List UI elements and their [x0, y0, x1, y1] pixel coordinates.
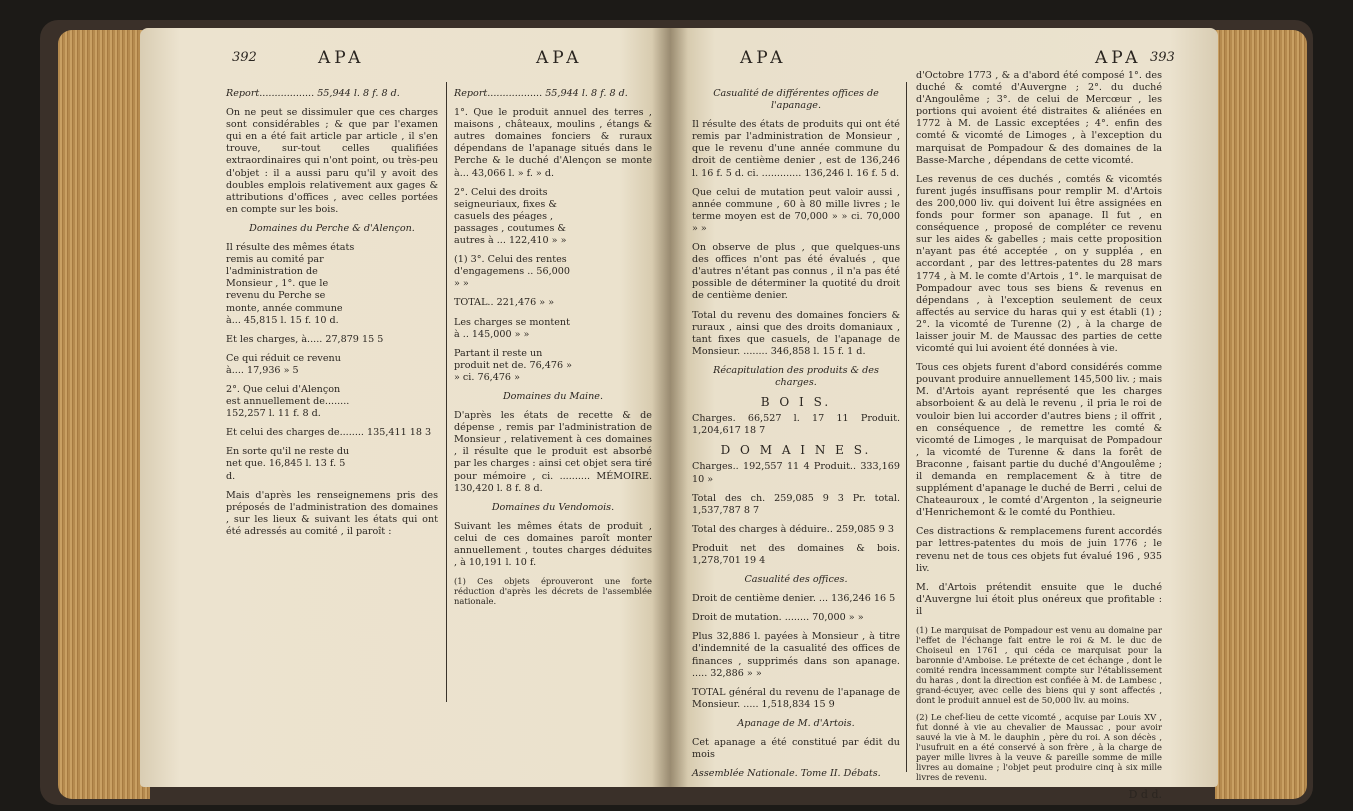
left-header-left: APA [318, 48, 365, 68]
right-page-col1-paragraph: Droit de mutation. ........ 70,000 » » [692, 612, 864, 624]
right-page-col2-paragraph: Tous ces objets furent d'abord considérés comme pouvant produire annuellement 145,500 liv. ; mais M. d'Artois ayant représenté que les charges absorboient & au delà le revenu , il pria le roi de vouloir bien lui accorder d'autres biens ; il offrit , en conséquence , de remettre les comté & vicomté de Limoges , le marquisat de Pompadour , la vicomté de Turenne & dans la forêt de Braconne , faisant partie du duché d'Angoulême ; il demanda en remplacement & à titre de supplément d'apanage le duché de Berri , celui de Chateauroux , le comté d'Argenton , la seigneurie d'Henrichemont & le comté du Ponthieu. [916, 362, 1162, 519]
left-page-col2-paragraph: Report.................. 55,944 l. 8 f. 8 d. [454, 88, 628, 99]
left-column-divider [446, 82, 447, 702]
left-header-right: APA [536, 48, 583, 68]
right-page-column-1 [692, 88, 900, 788]
page-edges-right [1215, 30, 1307, 799]
right-column-divider [906, 82, 907, 772]
right-page-col2-paragraph: (1) Le marquisat de Pompadour est venu au domaine par l'effet de l'échange fait entre le roi & M. le duc de Choiseul en 1761 , qui céda ce marquisat pour la baronnie d'Amboise. Le prétexte de cet échange , dont le comité rendra incessamment compte sur l'établissement du haras , dont la direction est confiée à M. de Lambesc , grand-écuyer, avec celle des biens qui y sont affectés , dont le produit annuel est de 50,000 liv. au moins. [916, 625, 1162, 706]
left-page-col1-paragraph: Domaines du Perche & d'Alençon. [249, 222, 415, 234]
left-page-col1-paragraph: En sorte qu'il ne reste du net que. 16,845 l. 13 f. 5 d. [226, 446, 350, 482]
right-page-col2-paragraph: d'Octobre 1773 , & a d'abord été composé 1°. des duché & comté d'Auvergne ; 2°. du duché d'Angoulême ; 3°. de celui de Mercœur , les portions qui avoient été distraites & aliénées en 1772 à M. de Lassic exceptées ; 4°. enfin des comté & vicomté de Limoges , à l'exception du marquisat de Pompadour & des domaines de la Basse-Marche , dépendans de cette vicomté. [916, 70, 1162, 166]
left-page-col1-paragraph: Et les charges, à..... 27,879 15 5 [226, 333, 384, 345]
right-page-col2-paragraph: M. d'Artois prétendit ensuite que le duché d'Auvergne lui étoit plus onéreux que profitable : il [916, 581, 1162, 617]
right-header-right: APA [1095, 48, 1142, 68]
right-page-col2-paragraph: Les revenus de ces duchés , comtés & vicomtés furent jugés insuffisans pour remplir M. d'Artois des 200,000 liv. qui doivent lui être assignées en fonds pour former son apanage. Il fut , en conséquence , proposé de compléter ce revenu sur les aides & gabelles ; mais cette proposition n'ayant pas été acceptée , on y suppléa , en accordant , par des lettres-patentes du 28 mars 1774 , à M. le comte d'Artois , 1°. le marquisat de Pompadour avec tous ses biens & revenus en dépendans , à l'exception seulement de ceux affectés au service du haras qui y est établi (1) ; 2°. la vicomté de Turenne (2) , à la charge de laisser jouir M. de Maussac des parties de cette vicomté qui lui avoient été données à vie. [916, 173, 1162, 355]
right-page-col1-paragraph: Plus 32,886 l. payées à Monsieur , à titre d'indemnité de la casualité des offices de finances , supprimés dans son apanage. ..... 32,886 » » [692, 631, 900, 679]
right-page-column-2 [916, 70, 1162, 802]
left-page-col1-paragraph: 2°. Que celui d'Alençon est annuellement de........ 152,257 l. 11 f. 8 d. [226, 383, 350, 420]
right-page-col2-paragraph: D d d. [1128, 788, 1162, 802]
left-page-col1-paragraph: Mais d'après les renseignemens pris des préposés de l'administration des domaines , sur les lieux & suivant les états qui ont été adressés au comité , il paroît : [226, 489, 438, 537]
right-page-col1-paragraph: Total des charges à déduire.. 259,085 9 3 [692, 523, 894, 535]
left-page-col2-paragraph: Les charges se montent à .. 145,000 » » [454, 316, 570, 340]
left-page-col1-paragraph: Report.................. 55,944 l. 8 f. 8 d. [226, 88, 400, 99]
page-edges-left [58, 30, 150, 799]
right-page-col1-paragraph: Total du revenu des domaines fonciers & ruraux , ainsi que des droits domaniaux , tant fixes que casuels, de l'apanage de Monsieur. ........ 346,858 l. 15 f. 1 d. [692, 309, 900, 357]
right-page-col1-paragraph: Il résulte des états de produits qui ont été remis par l'administration de Monsieur , que le revenu d'une année commune du droit de centième denier , est de 136,246 l. 16 f. 5 d. ci. ............. 136,246 l. 16 f. 5 d. [692, 119, 900, 179]
left-page-col2-paragraph: Suivant les mêmes états de produit , celui de ces domaines paroît monter annuellement , toutes charges déduites , à 10,191 l. 10 f. [454, 520, 652, 569]
right-page-col2-paragraph: Ces distractions & remplacemens furent accordés par lettres-patentes du mois de juin 1776 ; le revenu net de tous ces objets fut évalué 196 , 935 liv. [916, 526, 1162, 574]
right-page-number: 393 [1150, 50, 1175, 65]
left-page-col2-paragraph: TOTAL.. 221,476 » » [454, 297, 555, 309]
left-page-col2-paragraph: 2°. Celui des droits seigneuriaux, fixes & casuels des péages , passages , coutumes & autres à ... 122,410 » » [454, 186, 567, 247]
right-page-col1-paragraph: B O I S. [760, 395, 832, 410]
left-page-column-2 [454, 88, 652, 778]
left-page-col2-paragraph: Partant il reste un produit net de. 76,476 » » ci. 76,476 » [454, 347, 572, 383]
left-page-col2-paragraph: Domaines du Maine. [502, 390, 604, 402]
right-page-col1-paragraph: Récapitulation des produits & des charges. [713, 364, 879, 388]
right-page-col1-paragraph: Produit net des domaines & bois. 1,278,701 19 4 [692, 542, 900, 566]
left-page-col1-paragraph: Et celui des charges de........ 135,411 18 3 [226, 427, 432, 439]
right-page-col2-paragraph: (2) Le chef-lieu de cette vicomté , acquise par Louis XV , fut donné à vie au chevalier de Maussac , pour avoir sauvé la vie à M. le dauphin , père du roi. A son décès , l'usufruit en a été conservé à son frère , à la charge de payer mille livres à la veuve & pareille somme de mille livres au domaine ; l'objet peut produire cinq à six mille livres de revenu. [916, 712, 1162, 783]
right-page-col1-paragraph: Assemblée Nationale. Tome II. Débats. [692, 768, 881, 780]
right-page-col1-paragraph: D O M A I N E S. [720, 443, 872, 458]
right-page-col1-paragraph: Apanage de M. d'Artois. [737, 717, 855, 729]
right-page-col1-paragraph: Total des ch. 259,085 9 3 Pr. total. 1,537,787 8 7 [692, 492, 900, 516]
left-page-col2-paragraph: (1) 3°. Celui des rentes d'engagemens .. 56,000 » » [454, 254, 570, 290]
left-page-col1-paragraph: Ce qui réduit ce revenu à.... 17,936 » 5 [226, 352, 341, 376]
left-page-col1-paragraph: Il résulte des mêmes états remis au comité par l'administration de Monsieur , 1°. que le revenu du Perche se monte, année commune à... 45,815 l. 15 f. 10 d. [226, 242, 355, 326]
left-page-column-1 [226, 88, 438, 778]
left-page-number: 392 [232, 50, 257, 65]
right-page-col1-paragraph: Casualité des offices. [744, 574, 848, 586]
left-page-col2-paragraph: D'après les états de recette & de dépense , remis par l'administration de Monsieur , relativement à ces domaines , il résulte que le produit est absorbé par les charges : ainsi cet objet sera tiré pour mémoire , ci. .......... MÉMOIRE. 130,420 l. 8 f. 8 d. [454, 410, 652, 494]
right-page-col1-paragraph: On observe de plus , que quelques-uns des offices n'ont pas été évalués , que d'autres n'étant pas connus , il n'a pas été possible de déterminer la quotité du droit de centième denier. [692, 242, 900, 302]
left-page-col2-paragraph: (1) Ces objets éprouveront une forte réduction d'après les décrets de l'assemblée nationale. [454, 576, 652, 607]
right-page-col1-paragraph: TOTAL général du revenu de l'apanage de Monsieur. ..... 1,518,834 15 9 [692, 686, 900, 710]
left-page-col1-paragraph: On ne peut se dissimuler que ces charges sont considérables ; & que par l'examen qui en a été fait article par article , il s'en trouve, sur-tout celles qualifiées extraordinaires qui n'ont point, ou très-peu d'objet : il a aussi paru qu'il y avoit des doubles emplois relativement aux gages & attributions d'offices , avec celles portées en compte sur les bois. [226, 107, 438, 215]
right-header-left: APA [740, 48, 787, 68]
right-page-col1-paragraph: Que celui de mutation peut valoir aussi , année commune , 60 à 80 mille livres ; le terme moyen est de 70,000 » » ci. 70,000 » » [692, 186, 900, 234]
right-page-col1-paragraph: Cet apanage a été constitué par édit du mois [692, 737, 900, 761]
book-gutter [652, 28, 688, 787]
left-page-col2-paragraph: 1°. Que le produit annuel des terres , maisons , châteaux, moulins , étangs & autres domaines fonciers & ruraux dépendans de l'apanage situés dans le Perche & le duché d'Alençon se monte à... 43,066 l. » f. » d. [454, 107, 652, 179]
right-page-col1-paragraph: Droit de centième denier. ... 136,246 16 5 [692, 593, 896, 605]
right-page-col1-paragraph: Charges.. 192,557 11 4 Produit.. 333,169 10 » [692, 461, 900, 485]
right-page-col1-paragraph: Charges. 66,527 l. 17 11 Produit. 1,204,617 18 7 [692, 413, 900, 437]
left-page-col2-paragraph: Domaines du Vendomois. [491, 501, 615, 513]
right-page-col1-paragraph: Casualité de différentes offices de l'apanage. [713, 88, 879, 112]
